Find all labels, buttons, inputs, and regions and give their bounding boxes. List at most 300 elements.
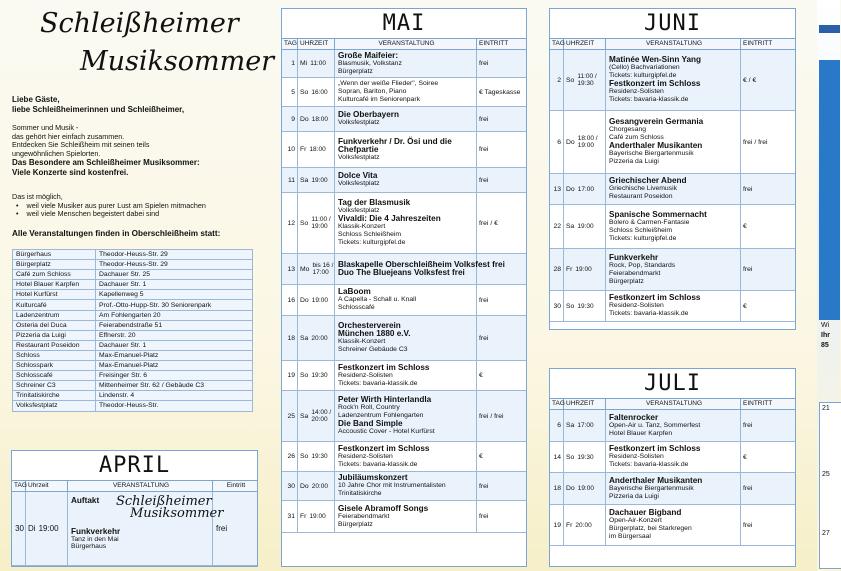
- row-time: [298, 285, 335, 315]
- table-row: [282, 472, 526, 501]
- row-time-value: 16:00: [311, 88, 328, 96]
- row-event: [606, 505, 741, 545]
- fee-value: frei: [743, 521, 753, 529]
- table-row: [550, 291, 795, 322]
- event-detail: Klassik-Konzert: [338, 223, 386, 230]
- fee-value: € Tageskasse: [479, 88, 521, 96]
- text-line-bold: Viele Konzerte sind kostenfrei.: [12, 167, 129, 177]
- text-line: Sommer und Musik -: [12, 123, 79, 132]
- event-detail: Blasmusik, Volkstanz: [338, 59, 402, 67]
- row-weekday: Do: [566, 185, 575, 193]
- event-detail: Residenz-Solisten: [609, 453, 664, 460]
- venue-name: Hotel Blauer Karpfen: [13, 280, 96, 290]
- venue-name: Kulturcafé: [13, 300, 96, 310]
- row-weekday: Do: [566, 138, 575, 146]
- fee-value: frei: [743, 485, 753, 492]
- table-row: [282, 442, 526, 472]
- col-eintritt: EINTRITT: [479, 40, 509, 47]
- row-time: [564, 174, 606, 204]
- event-title: Blaskapelle Oberschleißheim Volksfest frei: [338, 260, 505, 269]
- day-number: 26: [287, 453, 295, 460]
- event-title: Jubiläumskonzert: [338, 473, 408, 482]
- row-day: [282, 107, 298, 131]
- row-fee: [477, 193, 526, 253]
- row-event: [606, 291, 741, 321]
- row-weekday: So: [566, 302, 575, 310]
- day-number: 13: [553, 185, 561, 193]
- event-detail: (Cello) Bachvariationen: [609, 64, 680, 71]
- table-row: [550, 205, 795, 249]
- event-detail: Residenz-Solisten: [338, 371, 393, 379]
- row-time-value: 11:00: [310, 60, 326, 67]
- venue-row: [13, 250, 253, 260]
- row-fee: frei: [216, 524, 228, 533]
- column-headers: [550, 399, 795, 410]
- col-uhrzeit: Uhrzeit: [26, 481, 68, 491]
- row-day: [550, 50, 564, 110]
- venue-name: Ladenzentrum: [13, 310, 96, 320]
- event-detail: Bürgerhaus: [71, 543, 107, 550]
- event-title: Funkverkehr: [609, 252, 659, 262]
- intro-paragraph: [12, 124, 262, 177]
- row-time: [26, 492, 68, 565]
- row-fee: [741, 473, 795, 504]
- event-detail: Rock, Pop, Standards: [609, 261, 676, 269]
- row-time: [564, 291, 606, 321]
- table-row: [550, 505, 795, 546]
- event-detail: Pizzeria da Luigi: [609, 492, 659, 500]
- row-weekday: So: [300, 372, 309, 379]
- row-weekday: So: [566, 453, 575, 461]
- partial-day: 27: [822, 530, 830, 537]
- row-fee: [477, 316, 526, 360]
- event-detail: „Wenn der weiße Flieder", Soiree: [338, 80, 439, 87]
- row-event: [335, 285, 477, 315]
- event-detail: Residenz-Solisten: [609, 88, 664, 95]
- row-weekday: So: [566, 76, 575, 84]
- event-detail: Sopran, Bariton, Piano: [338, 88, 407, 95]
- row-weekday: Sa: [566, 223, 575, 230]
- event-title: Funkverkehr: [71, 527, 121, 536]
- row-time: [298, 472, 335, 500]
- venue-row: [13, 260, 253, 270]
- event-title: Anderthaler Musikanten: [609, 141, 703, 150]
- row-weekday: Fr: [300, 513, 307, 520]
- month-title: APRIL: [12, 451, 257, 481]
- table-row: [12, 492, 257, 566]
- row-fee: [741, 505, 795, 545]
- partial-text: 85: [821, 342, 829, 349]
- table-row: [550, 410, 795, 442]
- row-event: [335, 50, 477, 77]
- event-title: Peter Wirth Hinterlandla: [338, 395, 432, 404]
- mai-table: [281, 8, 527, 567]
- text-line: Das ist möglich,: [12, 192, 63, 201]
- day-number: 9: [291, 115, 295, 123]
- event-title: Tag der Blasmusik: [338, 198, 411, 207]
- ad-block: [819, 60, 840, 320]
- table-row: [282, 78, 526, 107]
- event-title: Die Band Simple: [338, 419, 403, 428]
- venue-name: Osteria del Duca: [13, 320, 96, 330]
- row-weekday: Mo: [300, 265, 310, 273]
- bullet-item: • weil viele Musiker aus purer Lust am Spielen mitmachen: [16, 200, 206, 210]
- row-day: [282, 132, 298, 167]
- row-time: [564, 442, 606, 472]
- venue-address: Theodor-Heuss-Str. 29: [96, 260, 253, 270]
- logo-small-line: Musiksommer: [130, 506, 224, 521]
- day-number: 31: [287, 513, 295, 520]
- row-event: [606, 205, 741, 248]
- col-eintritt: EINTRITT: [743, 400, 773, 407]
- event-detail: Tickets: kulturgipfel.de: [338, 239, 406, 246]
- day-number: 11: [287, 176, 295, 184]
- venue-address: Max-Emanuel-Platz: [96, 350, 253, 360]
- day-number: 30: [287, 482, 295, 490]
- row-time-value: 17:00: [577, 422, 594, 429]
- venue-row: [13, 290, 253, 300]
- musiksommer-logo-small: [116, 496, 223, 520]
- row-time: [298, 107, 335, 131]
- event-detail: Tickets: bavaria-klassik.de: [338, 379, 418, 387]
- fee-value: €: [743, 223, 747, 230]
- day-number: 19: [287, 372, 295, 379]
- venue-address: Feierabendstraße 51: [96, 320, 253, 330]
- row-fee: [477, 50, 526, 77]
- event-title: Matinée Wen-Sinn Yang: [609, 55, 702, 64]
- bullet-item: • weil viele Menschen begeistert dabei sind: [16, 209, 160, 219]
- row-day: [550, 410, 564, 441]
- row-time: [298, 254, 335, 284]
- day-number: 1: [291, 60, 295, 67]
- venue-address: Mittenheimer Str. 62 / Gebäude C3: [96, 381, 253, 391]
- row-day: 30: [12, 492, 26, 565]
- row-weekday: So: [300, 219, 309, 227]
- row-event: [335, 132, 477, 167]
- venue-name: Café zum Schloss: [13, 270, 96, 280]
- fee-value: frei / frei: [743, 138, 768, 146]
- day-number: 18: [287, 334, 295, 342]
- row-time: [564, 410, 606, 441]
- row-event: [606, 473, 741, 504]
- event-detail: Volksfestplatz: [338, 207, 380, 214]
- fee-value: frei: [479, 176, 489, 184]
- table-row: [282, 501, 526, 533]
- row-fee: [741, 205, 795, 248]
- event-title: Gisele Abramoff Songs: [338, 503, 429, 513]
- row-day: [550, 473, 564, 504]
- row-time-value: 20:00: [311, 334, 328, 342]
- venue-row: [13, 300, 253, 310]
- event-detail: Pizzeria da Luigi: [609, 158, 659, 165]
- row-event: [335, 168, 477, 192]
- day-number: 13: [287, 265, 295, 273]
- row-time-value: 18:00: [309, 146, 326, 153]
- venue-address: Freisinger Str. 6: [96, 371, 253, 381]
- row-event: [335, 316, 477, 360]
- row-time: [298, 391, 335, 441]
- event-title: Griechischer Abend: [609, 176, 687, 185]
- month-title: JULI: [550, 369, 795, 399]
- fee-value: €: [743, 453, 747, 461]
- venue-name: Trinitatiskirche: [13, 391, 96, 401]
- greeting: [12, 95, 262, 115]
- row-day: [282, 361, 298, 390]
- venue-row: [13, 381, 253, 391]
- venue-row: [13, 310, 253, 320]
- col-uhrzeit: UHRZEIT: [564, 399, 606, 409]
- row-fee: [741, 442, 795, 472]
- table-row: [550, 111, 795, 174]
- table-row: [550, 473, 795, 505]
- row-fee: [477, 78, 526, 106]
- event-detail: Trinitatiskirche: [338, 490, 382, 497]
- col-veranstaltung: VERANSTALTUNG: [68, 481, 213, 491]
- row-event: [606, 111, 741, 173]
- bullet-text: weil viele Menschen begeistert dabei sind: [26, 209, 160, 219]
- fee-value: €: [479, 453, 483, 460]
- row-time-value: 11:00 / 19:30: [577, 73, 597, 87]
- event-title: Dachauer Bigband: [609, 508, 682, 517]
- row-day: [282, 285, 298, 315]
- event-title: Festkonzert im Schloss: [609, 444, 701, 453]
- table-row: [282, 50, 526, 78]
- event-detail: Residenz-Solisten: [609, 302, 664, 309]
- row-time: [298, 316, 335, 360]
- venue-name: Volksfestplatz: [13, 401, 96, 411]
- row-time-value: 19:00: [577, 485, 594, 492]
- event-detail: Volksfestplatz: [338, 153, 380, 161]
- bullet-text: weil viele Musiker aus purer Lust am Spielen mitmachen: [26, 200, 206, 210]
- fee-value: frei: [479, 115, 489, 123]
- event-title: München 1880 e.V.: [338, 329, 411, 338]
- venue-name: Pizzeria da Luigi: [13, 330, 96, 340]
- row-fee: [477, 107, 526, 131]
- fee-value: €: [743, 302, 747, 310]
- event-title: Vivaldi: Die 4 Jahreszeiten: [338, 214, 441, 223]
- column-headers: [282, 39, 526, 50]
- event-title: Festkonzert im Schloss: [338, 362, 430, 372]
- event-detail: Tickets: bavaria-klassik.de: [609, 461, 689, 468]
- row-fee: [741, 410, 795, 441]
- table-row: [550, 442, 795, 473]
- row-time-value: 18:00: [311, 115, 328, 123]
- row-day: [282, 316, 298, 360]
- row-fee: [741, 174, 795, 204]
- partial-text: Ihr: [821, 332, 830, 339]
- venue-address: Dachauer Str. 25: [96, 270, 253, 280]
- row-weekday: Fr: [566, 521, 573, 529]
- column-headers: [12, 481, 257, 492]
- col-veranstaltung: VERANSTALTUNG: [335, 39, 477, 49]
- event-title: Festkonzert im Schloss: [338, 443, 430, 453]
- row-time: [298, 168, 335, 192]
- day-number: 22: [553, 223, 561, 230]
- logo-small-line: Schleißheimer: [116, 494, 212, 509]
- juni-rows: [550, 50, 795, 322]
- event-detail: Tickets: kulturgipfel.de: [609, 72, 677, 79]
- row-day: [282, 254, 298, 284]
- row-day: [550, 505, 564, 545]
- row-time-value: 17:00: [577, 185, 594, 193]
- venue-address: Theodor-Heuss-Str. 29: [96, 250, 253, 260]
- row-event: [606, 249, 741, 290]
- table-row: [282, 316, 526, 361]
- venue-row: [13, 350, 253, 360]
- row-time-value: 19:00: [577, 223, 594, 230]
- juni-table: [549, 8, 796, 330]
- fee-value: frei: [479, 296, 489, 304]
- juli-table: [549, 368, 796, 567]
- event-title: Festkonzert im Schloss: [609, 79, 701, 88]
- venue-row: [13, 371, 253, 381]
- row-weekday: Do: [300, 115, 309, 123]
- event-detail: Schloss Schleißheim: [338, 231, 402, 238]
- row-time: [298, 501, 335, 532]
- event-title: Orchesterverein: [338, 321, 401, 330]
- event-detail: Open-Air-Konzert: [609, 517, 662, 524]
- row-weekday: Di: [28, 524, 36, 533]
- row-event: [335, 391, 477, 441]
- venue-address: Max-Emanuel-Platz: [96, 361, 253, 371]
- fee-value: frei: [479, 146, 489, 153]
- event-title: Duo The Bluejeans Volksfest frei: [338, 268, 465, 277]
- fee-value: frei: [479, 482, 489, 490]
- event-detail: Hotel Blauer Karpfen: [609, 429, 673, 437]
- col-eintritt: Eintritt: [226, 482, 246, 489]
- fee-value: frei: [743, 422, 753, 429]
- venue-name: Bürgerplatz: [13, 260, 96, 270]
- event-detail: Tickets: kulturgipfel.de: [609, 234, 677, 242]
- venue-address: Kapellenweg 5: [96, 290, 253, 300]
- event-detail: Feierabendmarkt: [338, 512, 390, 520]
- row-day: [550, 205, 564, 248]
- venue-address: Theodor-Heuss-Str.: [96, 401, 253, 411]
- row-fee: [477, 285, 526, 315]
- row-event: [335, 501, 477, 532]
- event-title: LaBoom: [338, 287, 371, 296]
- row-time-value: 19:00: [311, 176, 328, 184]
- row-weekday: Do: [300, 482, 309, 490]
- row-weekday: Sa: [566, 422, 575, 429]
- row-fee: [477, 132, 526, 167]
- table-row: [282, 391, 526, 442]
- row-weekday: So: [300, 88, 309, 96]
- partial-table: [819, 402, 841, 569]
- event-detail: Schreiner Gebäude C3: [338, 346, 408, 353]
- row-fee: [741, 50, 795, 110]
- row-day: [550, 249, 564, 290]
- row-event: [606, 442, 741, 472]
- row-weekday: Sa: [300, 176, 309, 184]
- event-detail: Feierabendmarkt: [609, 269, 661, 277]
- col-tag: TAG: [14, 482, 27, 489]
- event-detail: Bürgerplatz: [338, 67, 373, 75]
- day-number: 18: [553, 485, 561, 492]
- greeting-line: liebe Schleißheimerinnen und Schleißheimer,: [12, 105, 185, 114]
- row-time-value: 19:00: [311, 296, 328, 304]
- row-time-value: 18:00 / 19:00: [577, 135, 598, 149]
- col-veranstaltung: VERANSTALTUNG: [606, 399, 741, 409]
- row-time-value: 14:00 / 20:00: [311, 409, 332, 423]
- event-detail: Café zum Schloss: [609, 134, 664, 141]
- row-time: [298, 50, 335, 77]
- day-number: 14: [553, 453, 561, 461]
- row-time-value: 19:00: [309, 513, 326, 520]
- day-number: 16: [287, 296, 295, 304]
- logo-line-2: Musiksommer: [80, 46, 275, 77]
- row-time-value: 20:00: [575, 521, 592, 529]
- day-number: 10: [287, 146, 295, 153]
- venue-name: Bürgerhaus: [13, 250, 96, 260]
- row-time-value: 19:30: [311, 453, 328, 460]
- venue-row: [13, 270, 253, 280]
- text-line: Entdecken Sie Schleißheim mit seinen teils: [12, 140, 150, 150]
- logo-line-1: Schleißheimer: [40, 8, 239, 39]
- day-number: 30: [553, 302, 561, 310]
- fee-value: frei: [743, 266, 753, 273]
- event-detail: Ladenzentrum Fohlengarten: [338, 412, 424, 419]
- venue-row: [13, 361, 253, 371]
- row-weekday: Fr: [300, 146, 307, 153]
- event-detail: Klassik-Konzert: [338, 338, 386, 345]
- mai-rows: [282, 50, 526, 533]
- row-day: [282, 501, 298, 532]
- col-eintritt: EINTRITT: [743, 40, 773, 47]
- event-detail: Tickets: bavaria-klassik.de: [338, 460, 418, 468]
- event-title: Festkonzert im Schloss: [609, 293, 701, 302]
- partial-day: 25: [822, 471, 830, 478]
- event-title: Funkverkehr / Dr. Ösi und die: [338, 136, 452, 146]
- row-time: [564, 473, 606, 504]
- row-time-value: 19:30: [577, 453, 594, 461]
- event-detail: Accoustic Cover - Hotel Kurfürst: [338, 428, 435, 435]
- row-day: [282, 50, 298, 77]
- day-number: 12: [287, 219, 295, 227]
- row-weekday: Mi: [300, 60, 308, 67]
- day-number: 28: [553, 266, 561, 273]
- row-event: [606, 50, 741, 110]
- day-number: 6: [557, 422, 561, 429]
- row-fee: [477, 168, 526, 192]
- event-detail: Bayerische Biergartenmusik: [609, 484, 694, 492]
- row-fee: [741, 249, 795, 290]
- table-row: [282, 285, 526, 316]
- venue-name: Schlosscafé: [13, 371, 96, 381]
- event-title: Spanische Sommernacht: [609, 209, 707, 219]
- row-fee: [741, 291, 795, 321]
- event-title: Faltenrocker: [609, 412, 659, 422]
- event-title: Anderthaler Musikanten: [609, 475, 703, 485]
- row-time: [298, 193, 335, 253]
- row-fee: [477, 391, 526, 441]
- row-weekday: Sa: [300, 334, 309, 342]
- venue-name: Schlosspark: [13, 361, 96, 371]
- row-event: [335, 193, 477, 253]
- table-row: [282, 107, 526, 132]
- venue-address: Dachauer Str. 1: [96, 280, 253, 290]
- venue-name: Hotel Kurfürst: [13, 290, 96, 300]
- event-detail: Tanz in den Mai: [71, 536, 119, 543]
- event-title: Die Oberbayern: [338, 110, 399, 119]
- event-detail: Bürgerplatz, bei Starkregen: [609, 525, 692, 532]
- venue-row: [13, 401, 253, 411]
- col-tag: TAG: [284, 40, 297, 47]
- row-day: [282, 442, 298, 471]
- reason-paragraph: [12, 193, 262, 219]
- partial-day: 21: [822, 405, 830, 412]
- row-fee: [477, 501, 526, 532]
